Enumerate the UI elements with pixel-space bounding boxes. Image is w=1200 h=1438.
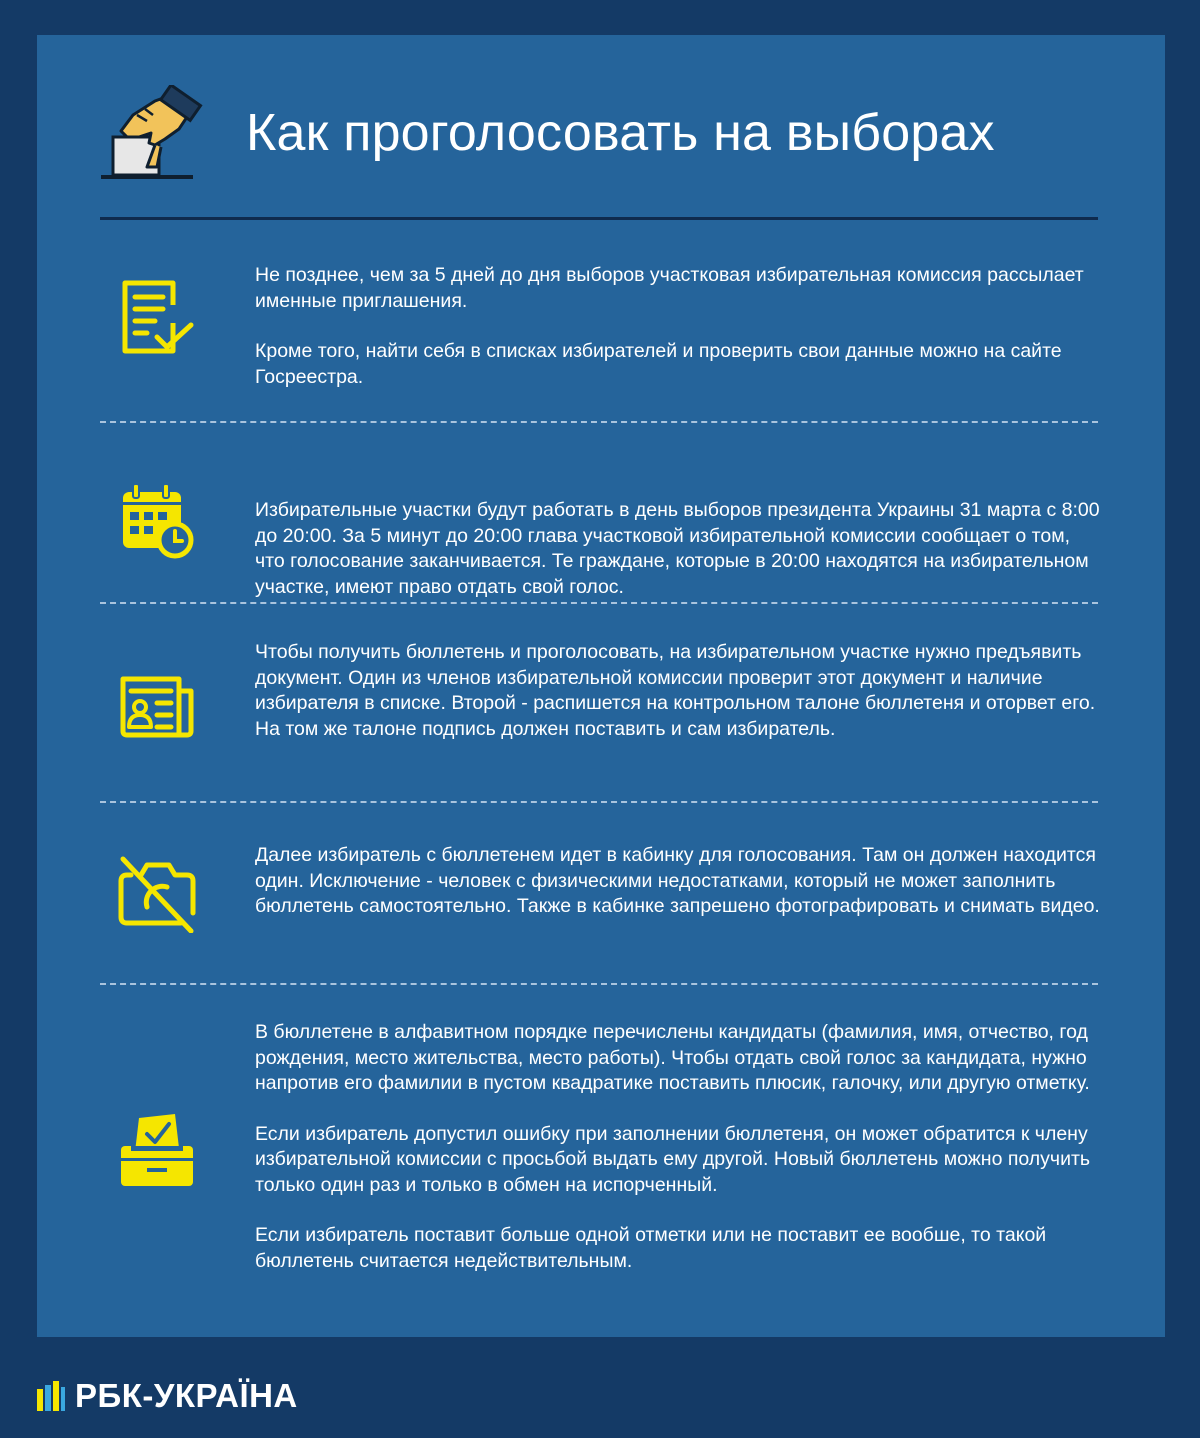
step-1-text <box>255 263 1105 390</box>
calendar-clock-icon <box>117 480 197 560</box>
id-document-icon <box>117 667 197 747</box>
step-3-text <box>255 640 1105 742</box>
checklist-icon <box>117 275 197 355</box>
step-1-paragraph-1: Не позднее, чем за 5 дней до дня выборов участковая избирательная комиссия рассылает именные приглашения. <box>255 264 1084 312</box>
step-1-paragraph-2: Кроме того, найти себя в списках избирателей и проверить свои данные можно на сайте Госреестра. <box>255 340 1062 388</box>
step-2-text <box>255 498 1105 600</box>
no-camera-icon <box>117 853 197 933</box>
title-divider <box>100 217 1098 220</box>
ballot-box-icon <box>117 1110 197 1190</box>
infographic-panel <box>37 35 1165 1337</box>
dashed-divider <box>100 421 1098 423</box>
step-4-paragraph-1: Далее избиратель с бюллетенем идет в кабинку для голосования. Там он должен находится один. Исключение - человек с физическими недостатками, который не может заполнить бюллетень самостоятельно. Также в кабинке запрешено фотографировать и снимать видео. <box>255 844 1100 917</box>
step-5-paragraph-3: Если избиратель поставит больше одной отметки или не поставит ее вообше, то такой бюллетень считается недействительным. <box>255 1224 1047 1272</box>
step-2-paragraph-1: Избирательные участки будут работать в день выборов президента Украины 31 марта с 8:00 до 20:00. За 5 минут до 20:00 глава участковой избирательной комиссии сообщает о том, что голосование заканчивается. Те граждане, которые в 20:00 находятся на избирательном участке, имеют право отдать свой голос. <box>255 499 1100 598</box>
step-3-paragraph-1: Чтобы получить бюллетень и проголосовать, на избирательном участке нужно предъявить документ. Один из членов избирательной комиссии проверит этот документ и наличие избирателя в списке. Второй - распишется на контрольном талоне бюллетеня и оторвет его. На том же талоне подпись должен поставить и сам избиратель. <box>255 641 1096 740</box>
step-4-text <box>255 843 1105 920</box>
brand-logo-icon <box>37 1381 65 1411</box>
hand-voting-icon <box>99 85 211 185</box>
dashed-divider <box>100 602 1098 604</box>
dashed-divider <box>100 801 1098 803</box>
step-5-paragraph-1: В бюллетене в алфавитном порядке перечислены кандидаты (фамилия, имя, отчество, год рождения, место жительства, место работы). Чтобы отдать свой голос за кандидата, нужно напротив его фамилии в пустом квадратике поставить плюсик, галочку, или другую отметку. <box>255 1021 1090 1094</box>
brand-name: РБК-УКРАЇНА <box>75 1377 298 1414</box>
step-5-paragraph-2: Если избиратель допустил ошибку при заполнении бюллетеня, он может обратится к члену избирательной комиссии с просьбой выдать ему другой. Новый бюллетень можно получить только один раз и только в обмен на испорченный. <box>255 1122 1091 1196</box>
page-title: Как проголосовать на выборах <box>246 104 995 162</box>
step-5-text <box>255 1020 1105 1274</box>
brand-footer <box>37 1376 298 1416</box>
dashed-divider <box>100 983 1098 985</box>
